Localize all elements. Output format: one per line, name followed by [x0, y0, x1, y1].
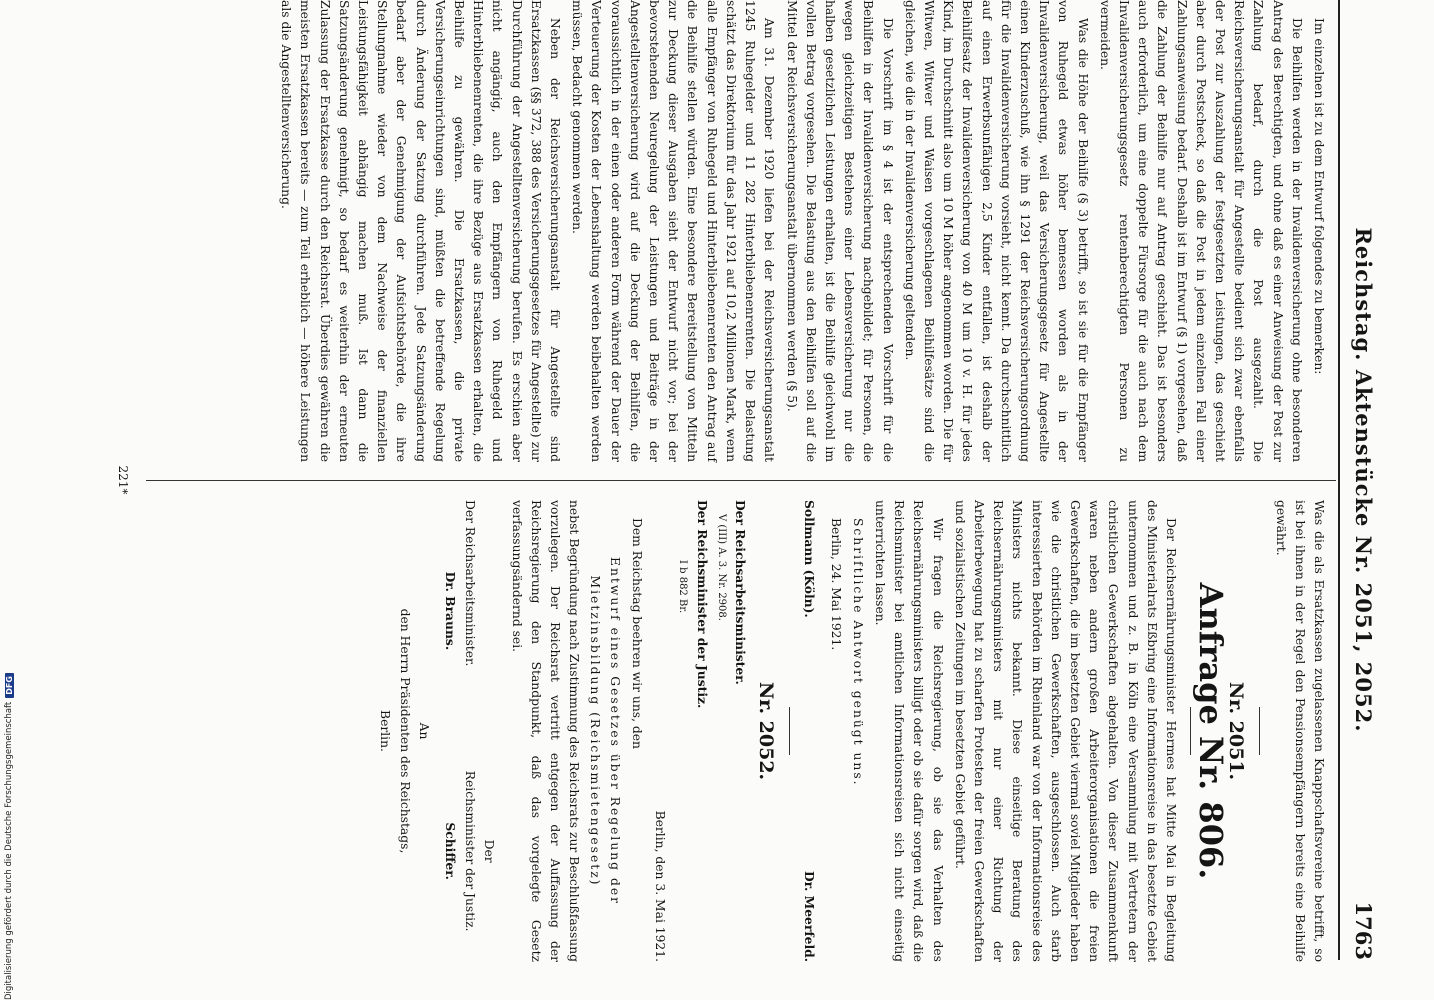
- signature-name: Schiffer.: [443, 822, 459, 880]
- signature-title: Der: [482, 839, 497, 863]
- paragraph: Der Reichsernährungsminister Hermes hat Mitte Mai in Begleitung des Ministerialrats Eßbring eine Informationsreise in das besetzte Gebiet unternommen und z. B. in Köln eine Versammlung mit Vertretern der christlichen Gewerkschaften abgehalten. Von dieser Zusammenkunft waren neben andern großen Arbeiterorganisationen die freien Gewerkschaften, die im besetzten Gebiet viermal soviel Mitglieder haben wie die christlichen Gewerkschaften, ausgeschlossen. Auch starb interessierten Behörden im Rheinland war von der Informationsreise des Ministers nichts bekannt. Diese einseitige Beratung des Reichsernährungsministers mit nur einer Richtung der Arbeiterbewegung hat zu scharfen Protesten der freien Gewerkschaften und sozialistischen Zeitungen im besetzten Gebiet geführt.: [952, 500, 1178, 962]
- page-title: Reichstag. Aktenstücke Nr. 2051, 2052.: [1351, 227, 1376, 733]
- paragraph: Die Beihilfen werden in der Invalidenversicherung ohne besonderen Antrag des Berechtigten, und ohne daß es einer Anweisung der Post zur Zahlung bedarf, durch die Post ausgezahlt. Die Reichsversicherungsanstalt für Angestellte bedient sich zwar ebenfalls der Post zur Auszahlung der festgesetzten Leistungen, das geschieht aber durch Postscheck, so daß die Post in jedem einzelnen Fall einer Zahlungsanweisung bedarf. Deshalb ist im Entwurf (§ 1) vorgesehen, daß die Zahlung der Beihilfe nur auf Antrag geschieht. Das ist besonders auch erforderlich, um eine doppelte Fürsorge für die auch nach dem Invalidenversicherungsgesetz rentenberechtigten Personen zu vermeiden.: [1097, 0, 1304, 462]
- sender: Der Reichsarbeitsminister.: [732, 500, 748, 685]
- paragraph: Am 31. Dezember 1920 liefen bei der Reichsversicherungsanstalt 1245 Ruhegelder und 11 282 Hinterbliebenenrenten. Die Belastung schätzt das Direktorium für das Jahr 1921 auf 10,2 Millionen Mark, wenn alle Empfänger von Ruhegeld und Hinterbliebenenrenten den Antrag auf die Beihilfe stellen würden. Eine besondere Bereitstellung von Mitteln zur Deckung dieser Ausgaben sieht der Entwurf nicht vor; bei der bevorstehenden Neuregelung der Leistungen und Beiträge in der Angestelltenversicherung wird auf die Deckung der Beihilfen, die voraussichtlich in der einen oder anderen Form während der Dauer der Verteuerung der Kosten der Lebenshaltung werden beibehalten werden müssen, Bedacht genommen werden.: [570, 0, 777, 462]
- separator-rule: [789, 707, 790, 755]
- signature-line: [800, 500, 819, 962]
- document-number: Nr. 2051.: [1225, 681, 1248, 781]
- paragraph: Schriftliche Antwort genügt uns.: [850, 518, 865, 787]
- bill-title: Entwurf eines Gesetzes über Regelung der Mietzinsbildung (Reichsmietengesetz): [588, 557, 622, 905]
- page-number: 1763: [1351, 901, 1376, 960]
- sender-reference: I b 882 Br.: [677, 560, 689, 614]
- paragraph: Im einzelnen ist zu dem Entwurf folgendes zu bemerken:: [1312, 18, 1326, 375]
- paragraph: Die Vorschrift im § 4 ist der entsprechenden Vorschrift für die Beihilfen in der Invalidenversicherung nachgebildet; für Personen, die wegen gleichzeitigen Bestehens einer Lebensversicherung nur die halben gesetzlichen Leistungen erhalten, ist die Beihilfe gleichwohl im vollen Betrag vorgesehen. Die Belastung aus den Beihilfen soll auf die Mittel der Reichsversicherungsanstalt übernommen werden (§ 5).: [784, 0, 895, 462]
- paragraph: Dem Reichstag beehren wir uns, den: [629, 518, 644, 749]
- funding-note: [2, 600, 16, 1000]
- signature-title: Reichsminister der Justiz.: [463, 770, 478, 932]
- signature: Dr. Meerfeld.: [802, 871, 818, 962]
- document-page: [90, 0, 1380, 1000]
- signature: Sollmann (Köln).: [802, 500, 818, 618]
- paragraph: nebst Begründung nach Zustimmung des Reichsrats zur Beschlußfassung vorzulegen. Der Reichsrat vertritt entgegen der Auffassung der Reichsregierung den Standpunkt, daß das vorgelegte Gesetz verfassungsändernd sei.: [509, 500, 582, 962]
- inquiry-heading: Anfrage Nr. 806.: [1192, 582, 1231, 880]
- document-number: Nr. 2052.: [755, 681, 778, 781]
- left-column: [273, 0, 1328, 462]
- running-head: [1338, 0, 1380, 960]
- addressee-line: An: [416, 722, 431, 740]
- paragraph: Neben der Reichsversicherungsanstalt für Angestellte sind Ersatzkassen (§§ 372, 388 des Versicherungsgesetzes für Angestellte) zur Durchführung der Angestelltenversicherung berufen. Es erschien aber nicht angängig, auch den Empfängern von Ruhegeld und Hinterbliebenenrenten, die ihre Bezüge aus Ersatzkassen erhalten, die Beihilfe zu gewähren. Die Ersatzkassen, die private Versicherungseinrichtungen sind, müßten die betreffende Regelung durch Änderung der Satzung durchführen. Jede Satzungsänderung bedarf aber der Genehmigung der Aufsichtsbehörde, die ihre Stellungnahme wieder von dem Nachweise der finanziellen Leistungsfähigkeit abhängig machen muß. Ist dann die Satzungsänderung genehmigt, so bedarf es weiterhin der erneuten Zulassung der Ersatzkasse durch den Reichsrat. Überdies gewähren die meisten Ersatzkassen bereits — zum Teil erheblich — höhere Leistungen als die Angestelltenversicherung.: [279, 0, 563, 462]
- addressee-line: den Herrn Präsidenten des Reichstags,: [397, 608, 412, 854]
- signature-name: Dr. Brauns.: [443, 571, 459, 651]
- signature-left: [441, 500, 499, 722]
- addressee-line: Berlin.: [378, 710, 393, 752]
- separator-rule: [1259, 707, 1260, 755]
- signature-title: Der Reichsarbeitsminister.: [463, 500, 478, 667]
- sender-reference: V (III) A. 3. Nr. 2908.: [715, 514, 727, 621]
- paragraph: Was die Höhe der Beihilfe (§ 3) betrifft, so ist sie für die Empfänger von Ruhegeld etwas höher bemessen worden als in der Invalidenversicherung, weil das Versicherungsgesetz für Angestellte einen Kinderzuschuß, wie ihn § 1291 der Reichsversicherungsordnung für die Invalidenversicherung vorsieht, nicht kennt. Da durchschnittlich auf einen Erwerbsunfähigen 2,5 Kinder entfallen, ist deshalb der Beihilfesatz der Invalidenversicherung von 40 M um 10 v. H. für jedes Kind, im Durchschnitt also um 10 M höher angenommen worden. Die für Witwen, Witwer und Waisen vorgeschlagenen Beihilfesätze sind die gleichen, wie die in der Invalidenversicherung geltenden.: [902, 0, 1090, 462]
- column-divider: [146, 480, 1336, 481]
- signature-block: [441, 500, 499, 962]
- sender: Der Reichsminister der Justiz.: [694, 500, 710, 709]
- signature-right: [441, 740, 499, 962]
- date-line: Berlin, den 3. Mai 1921.: [653, 810, 668, 962]
- signature-mark: 221*: [116, 465, 130, 495]
- paragraph: Wir fragen die Reichsregierung, ob sie das Verhalten des Reichsernährungsministers billigt oder ob sie dafür sorgen wird, daß die Reichsminister bei amtlichen Informationsreisen sich nicht einseitig unterrichten lassen.: [872, 500, 945, 962]
- separator-rule: [1190, 707, 1191, 755]
- date-line: Berlin, 24. Mai 1921.: [828, 518, 843, 651]
- addressee: [375, 500, 433, 962]
- funding-text: Digitalisierung gefördert durch die Deutsche Forschungsgemeinschaft: [4, 701, 14, 1000]
- paragraph: Was die als Ersatzkassen zugelassenen Knappschaftsvereine betrifft, so ist bei ihnen in der Regel den Pensionsempfängern bereits eine Beihilfe gewährt.: [1273, 500, 1326, 962]
- right-column: [375, 500, 1328, 962]
- dfg-logo-icon: DFG: [5, 673, 14, 698]
